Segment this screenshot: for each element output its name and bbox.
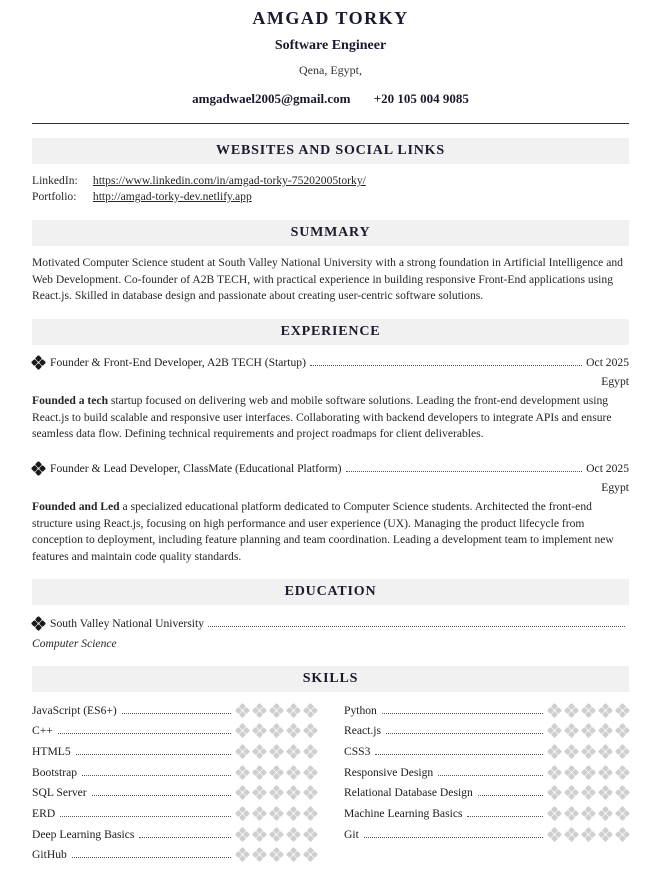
skill-rating	[548, 766, 629, 779]
rating-glyph-icon	[565, 704, 578, 717]
rating-glyph-icon	[616, 786, 629, 799]
skill-row	[32, 764, 317, 780]
skill-name: GitHub	[32, 848, 67, 862]
rating-glyph-icon	[599, 807, 612, 820]
skill-rating	[236, 766, 317, 779]
rating-glyph-icon	[565, 724, 578, 737]
experience-role: Founder & Front-End Developer, A2B TECH (Startup)	[50, 355, 306, 369]
rating-glyph-icon	[304, 807, 317, 820]
skill-row	[32, 785, 317, 801]
rating-glyph-icon	[548, 786, 561, 799]
skill-name: Bootstrap	[32, 765, 78, 779]
skill-name: Git	[344, 827, 359, 841]
rating-glyph-icon	[253, 724, 266, 737]
dot-leader	[478, 795, 543, 796]
rating-glyph-icon	[287, 724, 300, 737]
experience-description	[32, 499, 629, 565]
dot-leader	[310, 365, 582, 366]
rating-glyph-icon	[565, 828, 578, 841]
phone[interactable]: +20 105 004 9085	[373, 91, 469, 106]
skill-rating	[236, 786, 317, 799]
skill-name: Relational Database Design	[344, 786, 473, 800]
experience-description	[32, 393, 629, 443]
rating-glyph-icon	[616, 704, 629, 717]
skill-name: Deep Learning Basics	[32, 827, 135, 841]
skill-row	[32, 826, 317, 842]
experience-date: Oct 2025	[586, 355, 629, 369]
rating-glyph-icon	[582, 786, 595, 799]
dot-leader	[122, 713, 231, 714]
skill-name: ERD	[32, 807, 56, 820]
link-label: Portfolio:	[32, 190, 77, 203]
quatrefoil-bullet-icon	[32, 462, 45, 475]
dot-leader	[76, 754, 231, 755]
skill-row	[344, 702, 629, 718]
rating-glyph-icon	[599, 786, 612, 799]
rating-glyph-icon	[236, 828, 249, 841]
skill-name: SQL Server	[32, 786, 87, 800]
rating-glyph-icon	[270, 704, 283, 717]
skill-row	[344, 826, 629, 842]
rating-glyph-icon	[616, 745, 629, 758]
dot-leader	[438, 775, 543, 776]
email[interactable]: amgadwael2005@gmail.com	[192, 91, 351, 106]
rating-glyph-icon	[270, 724, 283, 737]
skill-row	[32, 743, 317, 759]
rating-glyph-icon	[270, 786, 283, 799]
skill-rating	[236, 745, 317, 758]
skill-rating	[548, 724, 629, 737]
skill-name: JavaScript (ES6+)	[32, 703, 117, 717]
rating-glyph-icon	[548, 807, 561, 820]
rating-glyph-icon	[270, 848, 283, 861]
rating-glyph-icon	[582, 828, 595, 841]
rating-glyph-icon	[236, 766, 249, 779]
rating-glyph-icon	[270, 828, 283, 841]
rating-glyph-icon	[253, 704, 266, 717]
experience-location: Egypt	[601, 481, 629, 494]
education-school: South Valley National University	[50, 616, 205, 630]
rating-glyph-icon	[548, 724, 561, 737]
skill-rating	[548, 828, 629, 841]
rating-glyph-icon	[253, 848, 266, 861]
rating-glyph-icon	[236, 724, 249, 737]
rating-glyph-icon	[287, 704, 300, 717]
experience-lead: Founded a tech	[32, 394, 109, 407]
rating-glyph-icon	[582, 745, 595, 758]
dot-leader	[386, 733, 543, 734]
skill-rating	[236, 807, 317, 820]
rating-glyph-icon	[599, 828, 612, 841]
skill-row	[32, 806, 317, 822]
skill-row	[344, 764, 629, 780]
dot-leader	[346, 471, 583, 472]
skill-name: Machine Learning Basics	[344, 807, 463, 820]
rating-glyph-icon	[616, 807, 629, 820]
experience-entry-2	[32, 460, 629, 476]
experience-location: Egypt	[601, 375, 629, 388]
rating-glyph-icon	[304, 745, 317, 758]
skill-row	[32, 723, 317, 739]
skill-row	[32, 847, 317, 863]
rating-glyph-icon	[253, 766, 266, 779]
rating-glyph-icon	[253, 745, 266, 758]
rating-glyph-icon	[304, 848, 317, 861]
candidate-name: AMGAD TORKY	[252, 8, 409, 28]
rating-glyph-icon	[253, 807, 266, 820]
rating-glyph-icon	[599, 724, 612, 737]
dot-leader	[467, 816, 543, 817]
rating-glyph-icon	[599, 766, 612, 779]
skill-rating	[236, 828, 317, 841]
skill-name: Python	[344, 703, 377, 717]
rating-glyph-icon	[287, 766, 300, 779]
section-experience-heading: EXPERIENCE	[32, 319, 629, 345]
rating-glyph-icon	[565, 745, 578, 758]
skill-name: CSS3	[344, 744, 371, 758]
rating-glyph-icon	[548, 828, 561, 841]
rating-glyph-icon	[599, 745, 612, 758]
rating-glyph-icon	[287, 745, 300, 758]
rating-glyph-icon	[236, 786, 249, 799]
skill-rating	[236, 724, 317, 737]
rating-glyph-icon	[548, 704, 561, 717]
skill-name: HTML5	[32, 744, 71, 758]
education-field: Computer Science	[32, 637, 117, 650]
section-summary-heading: SUMMARY	[32, 220, 629, 246]
section-links-heading: WEBSITES AND SOCIAL LINKS	[32, 138, 629, 164]
skill-row	[344, 723, 629, 739]
link-portfolio	[32, 189, 629, 205]
summary-text: Motivated Computer Science student at South Valley National University with a strong foundation in Artificial Intelligence and Web Development. Co-founder of A2B TECH, with practical experience in building responsive Front-End applications using React.js. Skilled in database design and passionate about creating user-centric software solutions.	[32, 256, 623, 302]
rating-glyph-icon	[253, 828, 266, 841]
section-education-heading: EDUCATION	[32, 579, 629, 605]
contact-line	[32, 91, 629, 107]
dot-leader	[72, 857, 231, 858]
rating-glyph-icon	[287, 828, 300, 841]
skill-row	[32, 702, 317, 718]
dot-leader	[382, 713, 543, 714]
rating-glyph-icon	[599, 704, 612, 717]
rating-glyph-icon	[236, 848, 249, 861]
rating-glyph-icon	[287, 786, 300, 799]
rating-glyph-icon	[304, 786, 317, 799]
experience-role: Founder & Lead Developer, ClassMate (Educational Platform)	[50, 461, 342, 475]
dot-leader	[58, 733, 231, 734]
job-title: Software Engineer	[274, 38, 387, 53]
dot-leader	[375, 754, 543, 755]
rating-glyph-icon	[236, 704, 249, 717]
location: Qena, Egypt,	[299, 63, 362, 77]
linkedin-link[interactable]: https://www.linkedin.com/in/amgad-torky-75202005torky/	[92, 174, 366, 187]
rating-glyph-icon	[253, 786, 266, 799]
quatrefoil-bullet-icon	[32, 617, 45, 630]
skill-row	[344, 743, 629, 759]
rating-glyph-icon	[565, 807, 578, 820]
experience-entry-1	[32, 354, 629, 370]
dot-leader	[82, 775, 231, 776]
skill-rating	[548, 704, 629, 717]
rating-glyph-icon	[548, 745, 561, 758]
skill-rating	[236, 704, 317, 717]
rating-glyph-icon	[287, 807, 300, 820]
dot-leader	[60, 816, 231, 817]
rating-glyph-icon	[270, 745, 283, 758]
rating-glyph-icon	[565, 766, 578, 779]
rating-glyph-icon	[287, 848, 300, 861]
skill-name: C++	[32, 724, 53, 738]
experience-desc: a specialized educational platform dedicated to Computer Science students. Architected the front-end structure using React.js, focusing on high performance and user experience (UX). Managing the product lifecycle from conception to deployment, including feature planning and team coordination. Leading a development team to implement new features and maintain code quality standards.	[32, 500, 614, 563]
skill-rating	[548, 807, 629, 820]
section-skills-heading: SKILLS	[32, 666, 629, 692]
rating-glyph-icon	[582, 724, 595, 737]
experience-desc: startup focused on delivering web and mobile software solutions. Leading the front-end development using React.js to build scalable and responsive user interfaces. Collaborating with backend developers to integrate APIs and ensure seamless data flow. Defining technical requirements and project roadmaps for client deliverables.	[32, 394, 612, 440]
rating-glyph-icon	[304, 724, 317, 737]
rating-glyph-icon	[236, 745, 249, 758]
header-divider	[32, 123, 629, 124]
links-list	[32, 173, 629, 205]
dot-leader	[364, 837, 543, 838]
skill-rating	[236, 848, 317, 861]
dot-leader	[92, 795, 231, 796]
rating-glyph-icon	[304, 766, 317, 779]
dot-leader	[208, 626, 625, 627]
portfolio-link[interactable]: http://amgad-torky-dev.netlify.app	[92, 190, 252, 203]
education-entry	[32, 615, 629, 631]
experience-date: Oct 2025	[586, 461, 629, 475]
rating-glyph-icon	[616, 766, 629, 779]
rating-glyph-icon	[304, 704, 317, 717]
dot-leader	[139, 837, 231, 838]
skill-name: Responsive Design	[344, 765, 434, 779]
skill-rating	[548, 786, 629, 799]
rating-glyph-icon	[304, 828, 317, 841]
rating-glyph-icon	[236, 807, 249, 820]
skill-row	[344, 785, 629, 801]
link-label: LinkedIn:	[32, 174, 78, 187]
rating-glyph-icon	[270, 807, 283, 820]
skill-rating	[548, 745, 629, 758]
rating-glyph-icon	[582, 704, 595, 717]
rating-glyph-icon	[548, 766, 561, 779]
rating-glyph-icon	[616, 828, 629, 841]
rating-glyph-icon	[270, 766, 283, 779]
rating-glyph-icon	[582, 766, 595, 779]
rating-glyph-icon	[616, 724, 629, 737]
link-linkedin	[32, 173, 629, 189]
rating-glyph-icon	[565, 786, 578, 799]
quatrefoil-bullet-icon	[32, 356, 45, 369]
experience-lead: Founded and Led	[32, 500, 120, 513]
skill-row	[344, 806, 629, 822]
skill-name: React.js	[344, 724, 382, 738]
rating-glyph-icon	[582, 807, 595, 820]
